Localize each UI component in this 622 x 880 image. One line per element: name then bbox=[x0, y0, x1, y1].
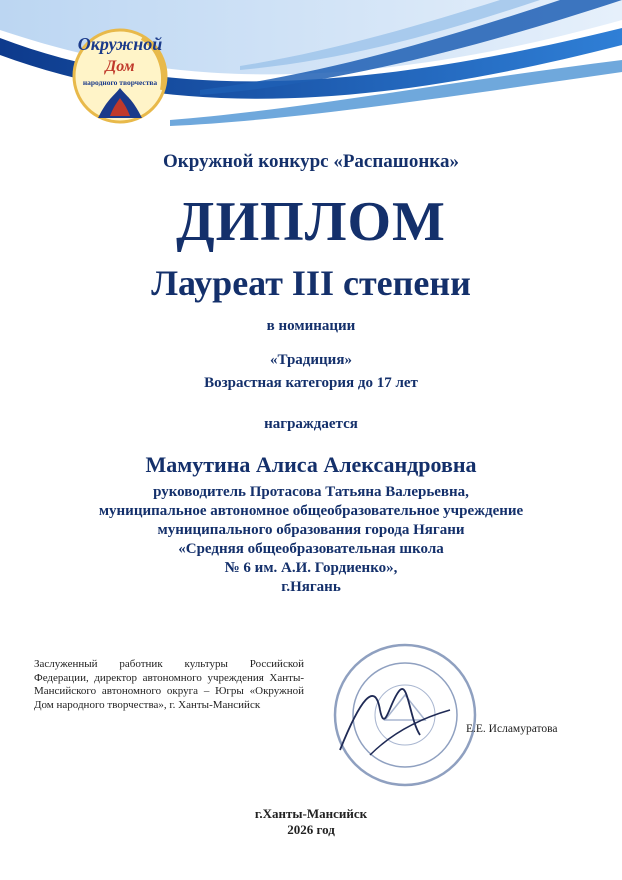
institution-line: руководитель Протасова Татьяна Валерьевна, bbox=[153, 484, 469, 500]
signer-name: Е.Е. Исламуратова bbox=[466, 723, 558, 735]
institution-line: муниципальное автономное общеобразовательное учреждение bbox=[98, 503, 524, 519]
signer-title: Заслуженный работник культуры Российской Федерации, директор автономного учреждения Ханты-Мансийского автономного округа – Югры «Окружной Дом народного творчества», г. Ханты-Мансийск bbox=[34, 658, 304, 711]
institution-line: «Средняя общеобразовательная школа bbox=[178, 541, 444, 557]
nomination-label: в номинации bbox=[266, 318, 356, 334]
awarded-label: награждается bbox=[264, 416, 358, 432]
recipient-name: Мамутина Алиса Александровна bbox=[145, 452, 477, 477]
logo-word-folk-art: народного творчества bbox=[82, 78, 158, 87]
nomination-name: «Традиция» bbox=[270, 352, 352, 368]
degree-title: Лауреат III степени bbox=[151, 263, 471, 303]
institution-line: муниципального образования города Нягани bbox=[157, 522, 465, 538]
age-category: Возрастная категория до 17 лет bbox=[204, 375, 418, 391]
institution-line: г.Нягань bbox=[281, 579, 341, 595]
logo-word-house: Дом bbox=[105, 58, 135, 75]
institution-line: № 6 им. А.И. Гордиенко», bbox=[224, 560, 398, 576]
logo bbox=[58, 18, 182, 128]
diploma-title: ДИПЛОМ bbox=[176, 191, 446, 253]
seal-stamp-icon bbox=[330, 640, 480, 790]
contest-title: Окружной конкурс «Распашонка» bbox=[163, 151, 459, 172]
footer-year: 2026 год bbox=[287, 822, 335, 837]
logo-word-district: Окружной bbox=[77, 34, 163, 54]
footer-city: г.Ханты-Мансийск bbox=[254, 806, 368, 821]
